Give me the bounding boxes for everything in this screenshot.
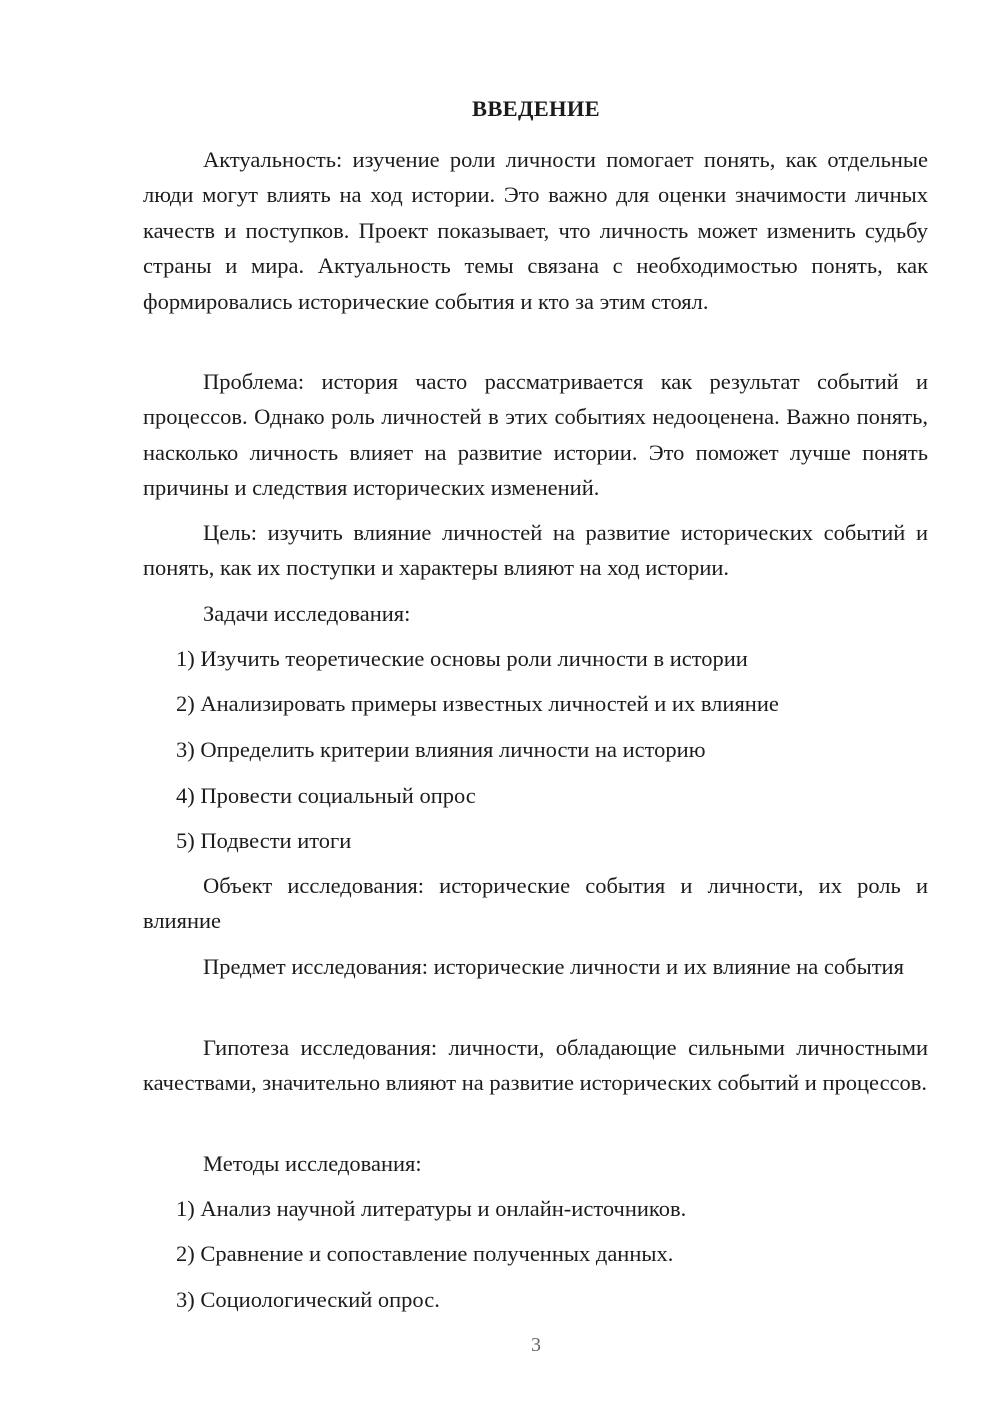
task-item: 4) Провести социальный опрос (176, 783, 476, 808)
method-item: 2) Сравнение и сопоставление полученных данных. (176, 1241, 674, 1266)
task-item: 3) Определить критерии влияния личности на историю (176, 737, 706, 762)
page-number: 3 (531, 1334, 541, 1356)
subject-paragraph: Предмет исследования: исторические личности и их влияние на события (203, 954, 904, 979)
method-item: 3) Социологический опрос. (176, 1287, 440, 1312)
task-item: 1) Изучить теоретические основы роли личности в истории (176, 646, 748, 671)
method-item: 1) Анализ научной литературы и онлайн-источников. (176, 1196, 687, 1221)
hypothesis-paragraph: Гипотеза исследования: личности, обладающие сильными личностными качествами, значительно влияют на развитие исторических событий и процессов. (143, 1035, 928, 1096)
section-heading: ВВЕДЕНИЕ (472, 96, 600, 121)
problem-paragraph: Проблема: история часто рассматривается как результат событий и процессов. Однако роль личностей в этих событиях недооценена. Важно понять, насколько личность влияет на развитие истории. Это поможет лучше понять причины и следствия исторических изменений. (143, 369, 928, 501)
task-item: 5) Подвести итоги (176, 828, 352, 853)
task-item: 2) Анализировать примеры известных личностей и их влияние (176, 691, 779, 716)
object-paragraph: Объект исследования: исторические события и личности, их роль и влияние (143, 873, 928, 934)
tasks-heading: Задачи исследования: (203, 601, 411, 626)
relevance-paragraph: Актуальность: изучение роли личности помогает понять, как отдельные люди могут влиять на ход истории. Это важно для оценки значимости личных качеств и поступков. Проект показывает, что личность может изменить судьбу страны и мира. Актуальность темы связана с необходимостью понять, как формировались исторические события и кто за этим стоял. (143, 147, 928, 314)
methods-heading: Методы исследования: (203, 1151, 422, 1176)
goal-paragraph: Цель: изучить влияние личностей на развитие исторических событий и понять, как их поступки и характеры влияют на ход истории. (143, 520, 928, 581)
